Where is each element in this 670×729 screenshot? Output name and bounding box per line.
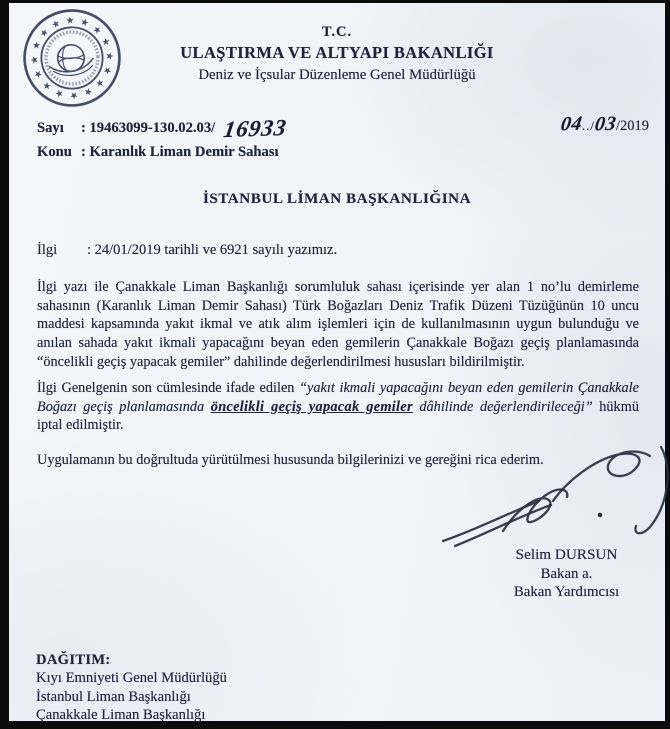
svg-text:★: ★	[82, 85, 95, 99]
paragraph-2-outro: hükmü iptal edilmiştir.	[37, 398, 639, 434]
date-year: /2019	[615, 118, 649, 134]
paragraph-2	[37, 379, 639, 435]
paragraph-2-quote-end: dâhilinde değerlendirileceği”	[412, 398, 593, 415]
svg-text:★: ★	[53, 87, 65, 100]
signer-title-1: Bakan a.	[540, 565, 593, 582]
svg-text:★: ★	[49, 17, 62, 31]
reference-line	[37, 242, 337, 259]
distribution-label: DAĞITIM:	[36, 652, 111, 668]
ilgi-text: : 24/01/2019 tarihli ve 6921 sayılı yazımız.	[87, 242, 338, 258]
konu-row	[37, 143, 287, 162]
signer-title-2: Bakan Yardımcısı	[513, 584, 620, 600]
konu-label: Konu	[37, 144, 72, 161]
svg-text:★: ★	[65, 15, 75, 26]
svg-text:★: ★	[101, 65, 114, 77]
svg-text:★: ★	[104, 51, 115, 61]
sayi-label: Sayı	[37, 120, 64, 136]
sayi-value: : 19463099-130.02.03/	[81, 120, 216, 136]
handwritten-signature	[437, 443, 670, 551]
svg-text:★: ★	[93, 76, 107, 90]
paragraph-2-intro: İlgi Genelgenin son cümlesinde ifade edilen	[37, 380, 300, 396]
paragraph-2-quote-start: “yakıt ikmali yapacağını beyan eden gemilerin Çanakkale Boğazı geçiş planlamasında	[37, 380, 639, 415]
signature-block	[464, 546, 669, 602]
ilgi-label: İlgi	[37, 242, 58, 258]
letterhead	[9, 23, 665, 84]
svg-text:★: ★	[90, 23, 104, 37]
distribution-item: Kıyı Emniyeti Genel Müdürlüğü	[36, 670, 227, 687]
svg-text:★: ★	[30, 39, 43, 51]
date-day-handwritten: 04	[559, 112, 584, 136]
svg-text:★: ★	[40, 79, 54, 93]
letterhead-department: Deniz ve İçsular Düzenleme Genel Müdürlüğü	[198, 66, 476, 83]
paragraph-2-emphasis: öncelikli geçiş yapacak gemiler	[210, 398, 413, 415]
date-month-handwritten: 03	[593, 112, 618, 136]
document-date	[561, 113, 649, 136]
sayi-row	[37, 114, 289, 143]
signer-name: Selim DURSUN	[515, 546, 618, 563]
distribution-item: İstanbul Liman Başkanlığı	[36, 688, 191, 705]
document-meta	[37, 114, 289, 162]
svg-text:★: ★	[29, 55, 40, 65]
date-separator: ../	[581, 118, 595, 133]
paragraph-3: Uygulamanın bu doğrultuda yürütülmesi hususunda bilgilerinizi ve gereğini rica ederim.	[37, 452, 544, 468]
svg-text:★: ★	[37, 26, 51, 40]
scanned-letter	[9, 3, 665, 721]
distribution-item: Çanakkale Liman Başkanlığı	[36, 706, 206, 723]
svg-text:★: ★	[69, 90, 79, 101]
distribution-list	[36, 651, 227, 724]
svg-text:★: ★	[99, 35, 113, 48]
addressee-heading: İSTANBUL LİMAN BAŞKANLIĞINA	[202, 190, 472, 207]
letterhead-ministry: ULAŞTIRMA VE ALTYAPI BAKANLIĞI	[180, 43, 494, 63]
svg-text:★: ★	[79, 16, 91, 29]
svg-text:★: ★	[31, 68, 45, 81]
paragraph-1: İlgi yazı ile Çanakkale Liman Başkanlığı sorumluluk sahası içerisinde yer alan 1 no’lu demirleme sahasının (Karanlık Liman Demir Sahası) Türk Boğazları Deniz Trafik Düzeni Tüzüğünün 10 uncu maddesi kapsamında yakıt ikmal ve atık alım işlemleri için de kullanılmasının uygun bulunduğu ve anılan sahada yakıt ikmali yapacağını beyan eden gemilerin Çanakkale Boğazı geçiş planlamasında “öncelikli geçiş yapacak gemiler” dahilinde değerlendirilmesi hususları bildirilmiştir.	[37, 279, 639, 370]
konu-value: : Karanlık Liman Demir Sahası	[81, 144, 279, 161]
letterhead-tc: T.C.	[321, 24, 353, 40]
sayi-handwritten-number: 16933	[222, 114, 289, 143]
